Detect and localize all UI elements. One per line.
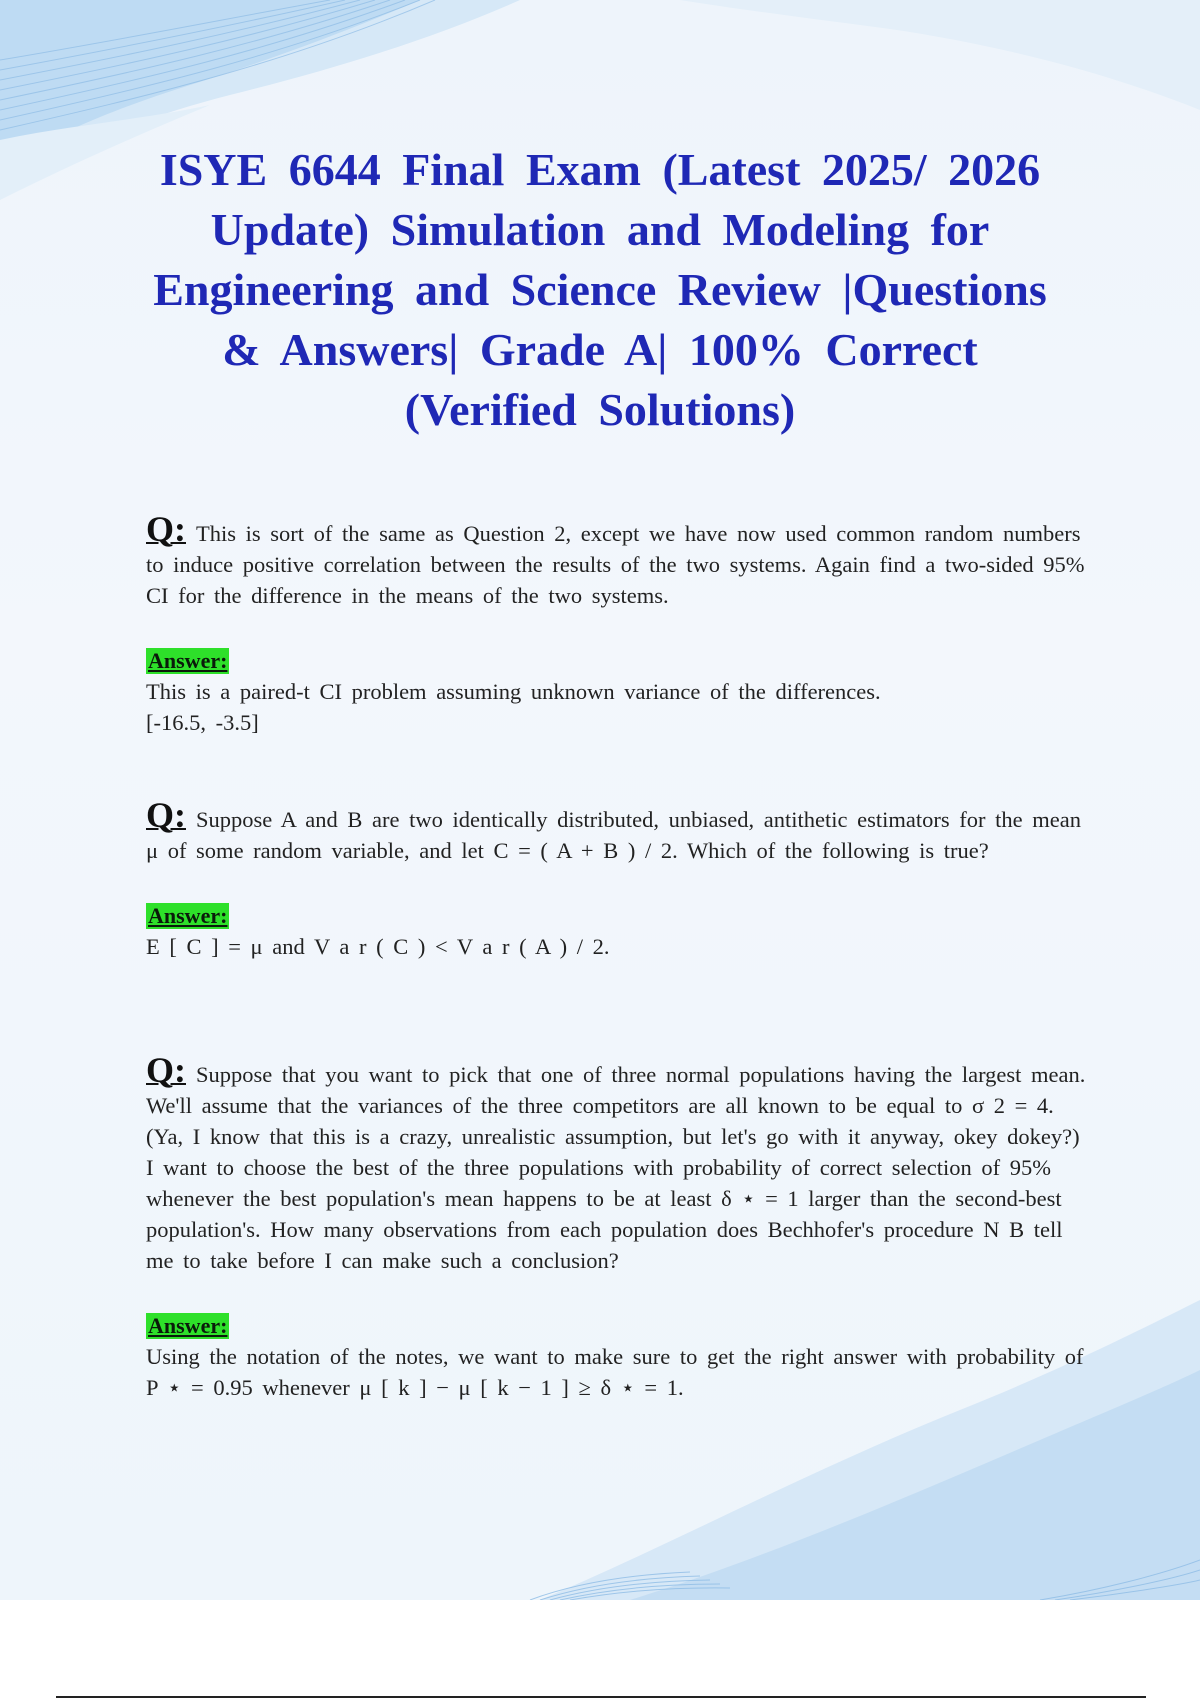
answer-1 [146,645,1086,738]
qa-item-2 [146,795,1086,962]
answer-text: This is a paired-t CI problem assuming unknown variance of the differences. [146,679,881,704]
top-right-wave-decoration [680,0,1200,120]
answer-text: E [ C ] = μ and V a r ( C ) < V a r ( A ) / 2. [146,934,610,959]
answer-text: [-16.5, -3.5] [146,710,259,735]
qa-item-1 [146,509,1086,738]
question-1 [146,509,1086,611]
question-label: Q: [146,1050,186,1090]
question-3 [146,1050,1086,1276]
answer-text: Using the notation of the notes, we want to make sure to get the right answer with probability of P ⋆ = 0.95 whenever μ [ k ] − μ [ k − 1 ] ≥ δ ⋆ = 1. [146,1344,1084,1400]
answer-2 [146,900,1086,962]
question-label: Q: [146,509,186,549]
qa-item-3 [146,1050,1086,1403]
answer-label: Answer: [148,903,228,928]
answer-label: Answer: [148,1313,228,1338]
answer-3 [146,1310,1086,1403]
question-label: Q: [146,795,186,835]
question-2 [146,795,1086,866]
document-title: ISYE 6644 Final Exam (Latest 2025/ 2026 Update) Simulation and Modeling for Engineering and Science Review |Questions & Answers| Grade A| 100% Correct (Verified Solutions) [153,144,1047,435]
footer-divider [56,1696,1146,1698]
question-text: This is sort of the same as Question 2, except we have now used common random numbers to induce positive correlation between the results of the two systems. Again find a two-sided 95% CI for the difference in the means of the two systems. [146,521,1085,608]
answer-label: Answer: [148,648,228,673]
question-text: Suppose A and B are two identically distributed, unbiased, antithetic estimators for the mean μ of some random variable, and let C = ( A + B ) / 2. Which of the following is true? [146,807,1081,863]
question-text: Suppose that you want to pick that one of three normal populations having the largest mean. We'll assume that the variances of the three competitors are all known to be equal to σ 2 = 4. (Ya, I know that this is a crazy, unrealistic assumption, but let's go with it anyway, okey dokey?) I want to choose the best of the three populations with probability of correct selection of 95% whenever the best population's mean happens to be at least δ ⋆ = 1 larger than the second-best population's. How many observations from each population does Bechhofer's procedure N B tell me to take before I can make such a conclusion? [146,1062,1086,1273]
